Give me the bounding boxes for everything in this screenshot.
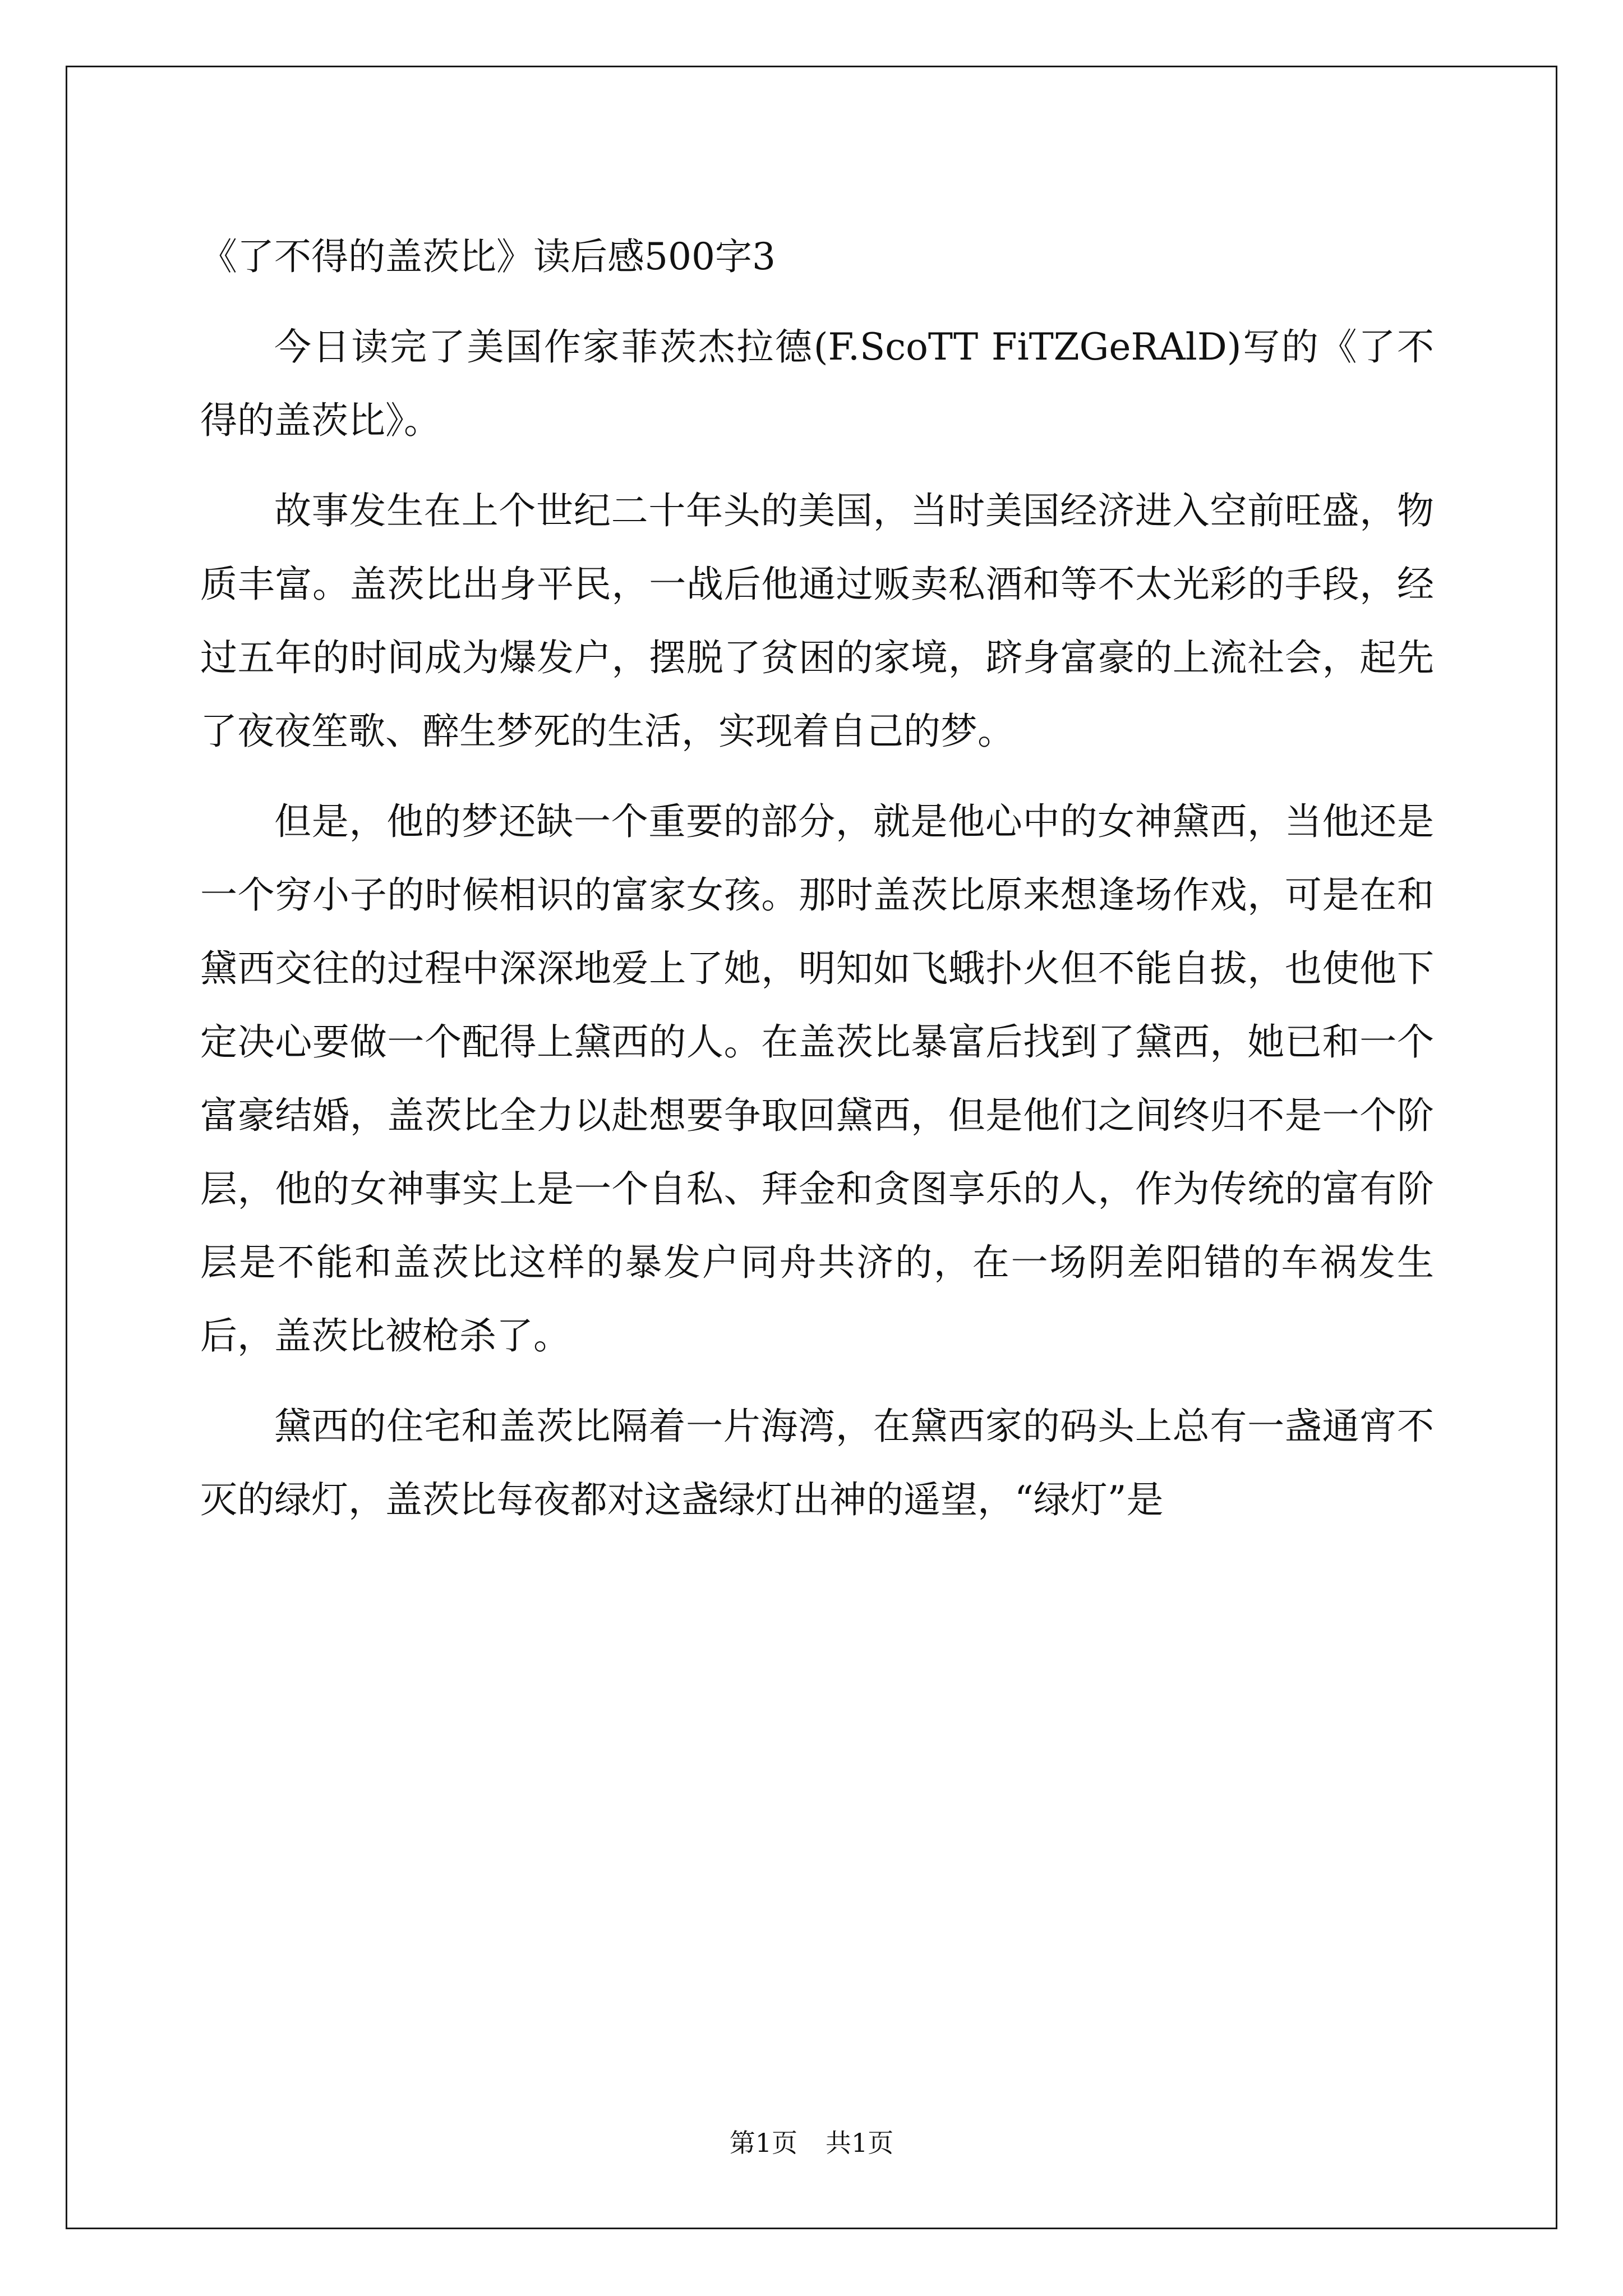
page-number-total: 共1页 [826,2128,894,2158]
page-footer [0,2126,1623,2160]
paragraph-3: 但是，他的梦还缺一个重要的部分，就是他心中的女神黛西，当他还是一个穷小子的时候相识的富家女孩。那时盖茨比原来想逢场作戏，可是在和黛西交往的过程中深深地爱上了她，明知如飞蛾扑火但不能自拔，也使他下定决心要做一个配得上黛西的人。在盖茨比暴富后找到了黛西，她已和一个富豪结婚，盖茨比全力以赴想要争取回黛西，但是他们之间终归不是一个阶层，他的女神事实上是一个自私、拜金和贪图享乐的人，作为传统的富有阶层是不能和盖茨比这样的暴发户同舟共济的，在一场阴差阳错的车祸发生后，盖茨比被枪杀了。 [200,800,1434,1358]
document-title: 《了不得的盖茨比》读后感500字3 [200,235,776,278]
paragraph-2: 故事发生在上个世纪二十年头的美国，当时美国经济进入空前旺盛，物质丰富。盖茨比出身平民，一战后他通过贩卖私酒和等不太光彩的手段，经过五年的时间成为爆发户，摆脱了贫困的家境，跻身富豪的上流社会，起先了夜夜笙歌、醉生梦死的生活，实现着自己的梦。 [200,489,1434,753]
paragraph-4: 黛西的住宅和盖茨比隔着一片海湾，在黛西家的码头上总有一盏通宵不灭的绿灯，盖茨比每夜都对这盏绿灯出神的遥望，“绿灯”是 [200,1405,1434,1521]
page-number-current: 第1页 [729,2128,797,2158]
paragraph-1: 今日读完了美国作家菲茨杰拉德(F.ScoTT FiTZGeRAlD)写的《了不得的盖茨比》。 [200,325,1434,442]
document-body [200,220,1434,1553]
